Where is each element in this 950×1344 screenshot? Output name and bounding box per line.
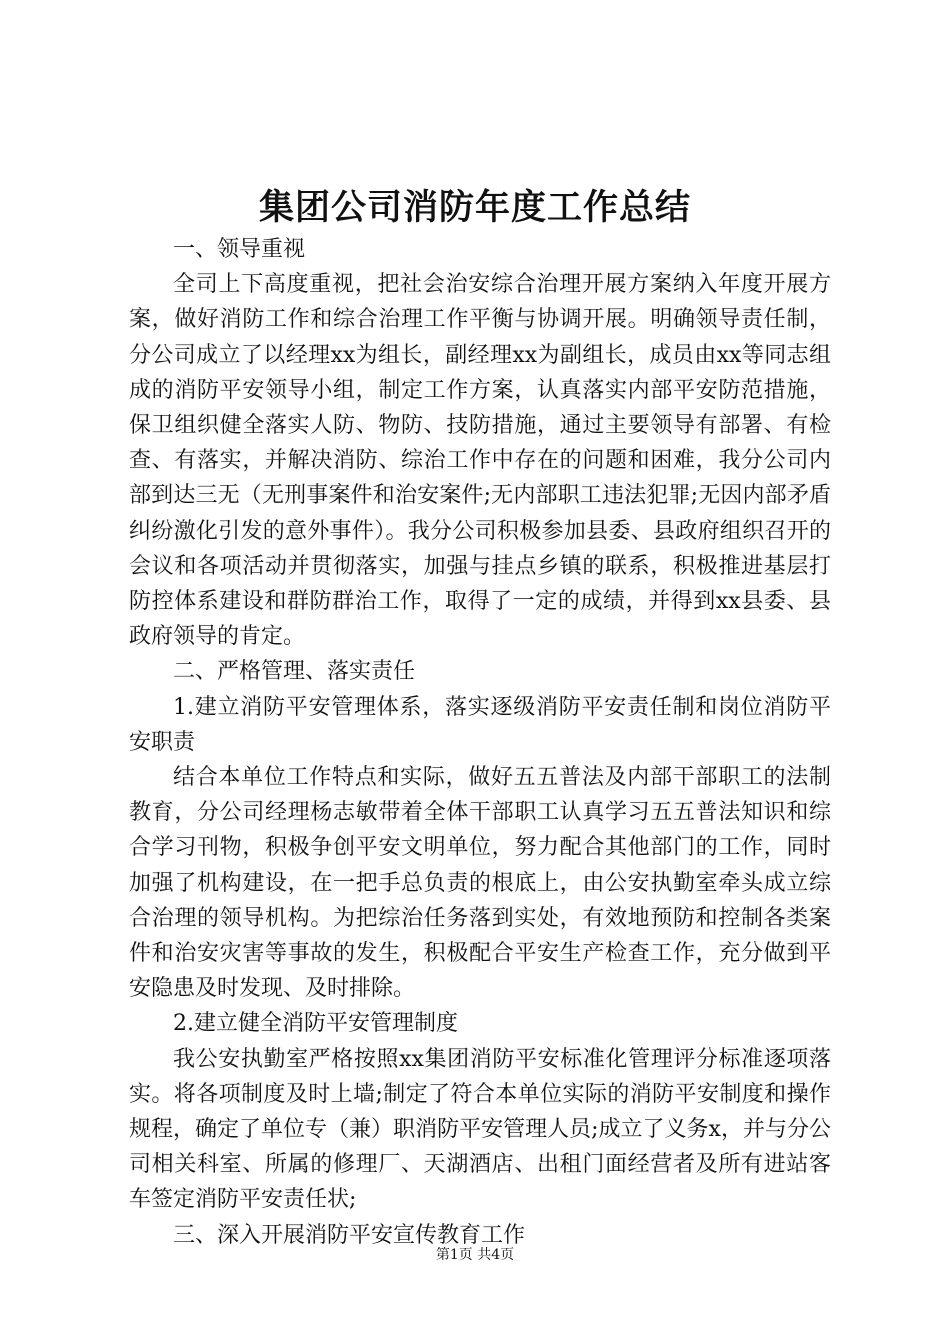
subheading-1: 1.建立消防平安管理体系，落实逐级消防平安责任制和岗位消防平安职责: [129, 694, 831, 755]
document-body: [129, 232, 831, 1253]
section-heading-2: 二、严格管理、落实责任: [173, 659, 416, 685]
page-number-footer: 第1页 共4页: [435, 1247, 515, 1263]
section-heading-3: 三、深入开展消防平安宣传教育工作: [173, 1222, 526, 1248]
document-title: 集团公司消防年度工作总结: [258, 188, 691, 228]
paragraph-leadership: 全司上下高度重视，把社会治安综合治理开展方案纳入年度开展方案，做好消防工作和综合治理工作平衡与协调开展。明确领导责任制，分公司成立了以经理xx为组长，副经理xx为副组长，成员由xx等同志组成的消防平安领导小组，制定工作方案，认真落实内部平安防范措施，保卫组织健全落实人防、物防、技防措施，通过主要领导有部署、有检查、有落实，并解决消防、综治工作中存在的问题和困难，我分公司内部到达三无（无刑事案件和治安案件;无内部职工违法犯罪;无因内部矛盾纠纷激化引发的意外事件）。我分公司积极参加县委、县政府组织召开的会议和各项活动并贯彻落实，加强与挂点乡镇的联系，积极推进基层打防控体系建设和群防群治工作，取得了一定的成绩，并得到xx县委、县政府领导的肯定。: [129, 272, 831, 650]
subheading-2: 2.建立健全消防平安管理制度: [173, 1011, 458, 1037]
paragraph-legal-education: 结合本单位工作特点和实际，做好五五普法及内部干部职工的法制教育，分公司经理杨志敏带着全体干部职工认真学习五五普法知识和综合学习刊物，积极争创平安文明单位，努力配合其他部门的工作，同时加强了机构建设，在一把手总负责的根底上，由公安执勤室牵头成立综合治理的领导机构。为把综治任务落到实处，有效地预防和控制各类案件和治安灾害等事故的发生，积极配合平安生产检查工作，充分做到平安隐患及时发现、及时排除。: [129, 765, 831, 1002]
section-heading-1: 一、领导重视: [173, 237, 306, 262]
paragraph-management-system: 我公安执勤室严格按照xx集团消防平安标准化管理评分标准逐项落实。将各项制度及时上墙;制定了符合本单位实际的消防平安制度和操作规程，确定了单位专（兼）职消防平安管理人员;成立了义务x，并与分公司相关科室、所属的修理厂、天湖酒店、出租门面经营者及所有进站客车签定消防平安责任状;: [129, 1046, 831, 1213]
